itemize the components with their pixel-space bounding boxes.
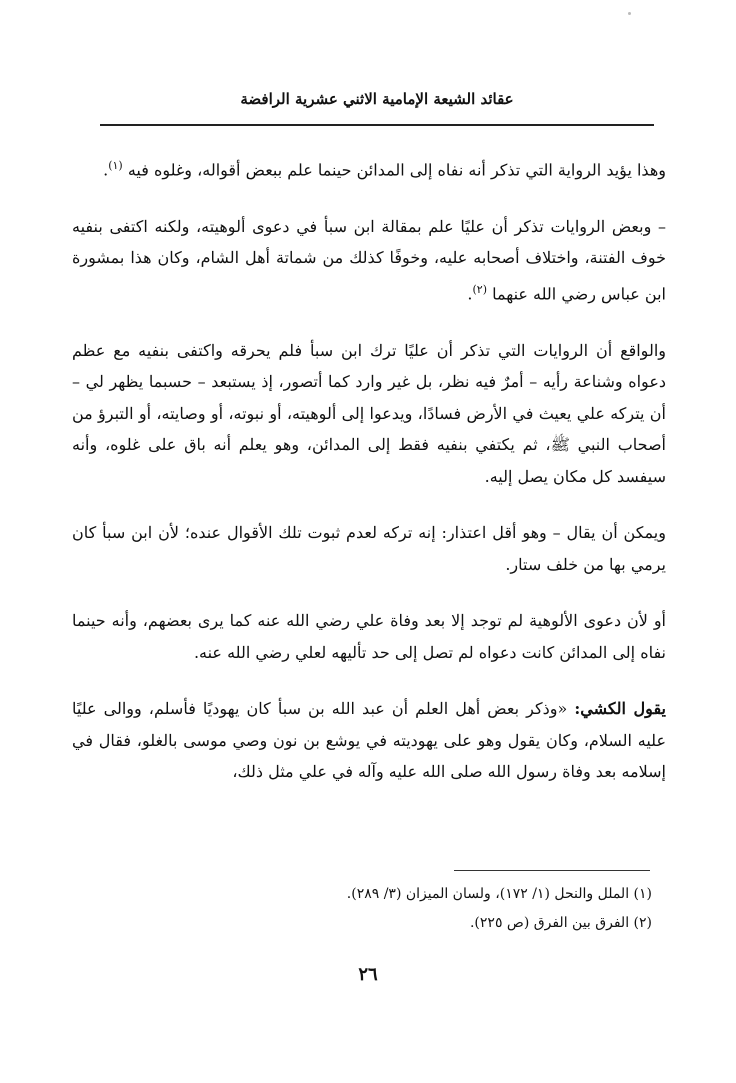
header-rule [100, 124, 654, 126]
running-header: عقائد الشيعة الإمامية الاثني عشرية الرافضة [240, 90, 514, 108]
paragraph-2-end: . [467, 284, 473, 304]
paragraph-5: أو لأن دعوى الألوهية لم توجد إلا بعد وفاة علي رضي الله عنه كما يرى بعضهم، وأنه حينما نفاه إلى المدائن كانت دعواه لم تصل إلى حد تأليهه لعلي رضي الله عنه. [72, 611, 666, 662]
footnote-1: (١) الملل والنحل (١/ ١٧٢)، ولسان الميزان (٣/ ٢٨٩). [346, 886, 652, 902]
footnote-2: (٢) الفرق بين الفرق (ص ٢٢٥). [469, 915, 652, 931]
paragraph-3: والواقع أن الروايات التي تذكر أن عليًا ترك ابن سبأ فلم يحرقه واكتفى بنفيه مع عظم دعواه وشناعة رأيه – أمرٌ فيه نظر، بل غير وارد كما أتصور، إذ يستبعد – حسبما يظهر لي – أن يتركه علي يعيث في الأرض فسادًا، ويدعوا إلى ألوهيته، أو نبوته، أو وصايته، أو التبرؤ من أصحاب النبي ﷺ، ثم يكتفي بنفيه فقط إلى المدائن، وهو يعلم أنه باق على غلوه، وأنه سيفسد كل مكان يصل إليه. [72, 340, 666, 486]
quote-source: يقول الكشي: [574, 699, 666, 719]
footnote-ref-1[interactable]: (١) [108, 159, 123, 172]
scan-dot [628, 12, 631, 15]
paragraph-6 [72, 693, 666, 788]
paragraph-1-text: وهذا يؤيد الرواية التي تذكر أنه نفاه إلى المدائن حينما علم ببعض أقواله، وغلوه فيه [127, 160, 666, 180]
paragraph-1 [72, 150, 666, 186]
paragraph-2 [72, 211, 666, 310]
paragraph-4: ويمكن أن يقال – وهو أقل اعتذار: إنه تركه لعدم ثبوت تلك الأقوال عنده؛ لأن ابن سبأ كان يرمي بها من خلف ستار. [72, 523, 666, 574]
main-text [72, 150, 666, 813]
paragraph-1-end: . [103, 160, 109, 180]
quote-text: «وذكر بعض أهل العلم أن عبد الله بن سبأ كان يهوديًا فأسلم، ووالى عليًا عليه السلام، وكان يقول وهو على يهوديته في يوشع بن نون وصي موسى بالغلو، فقال في إسلامه بعد وفاة رسول الله صلى الله عليه وآله في علي مثل ذلك، [72, 699, 666, 782]
paragraph-2-text: – وبعض الروايات تذكر أن عليًا علم بمقالة ابن سبأ في دعوى ألوهيته، ولكنه اكتفى بنفيه خوف الفتنة، واختلاف أصحابه عليه، وخوفًا كذلك من شماتة أهل الشام، وكان هذا بمشورة ابن عباس رضي الله عنهما [72, 216, 667, 304]
footnote-separator [454, 870, 650, 871]
page-number: ٢٦ [358, 964, 378, 985]
footnotes [72, 880, 652, 938]
footnote-ref-2[interactable]: (٢) [472, 282, 487, 296]
